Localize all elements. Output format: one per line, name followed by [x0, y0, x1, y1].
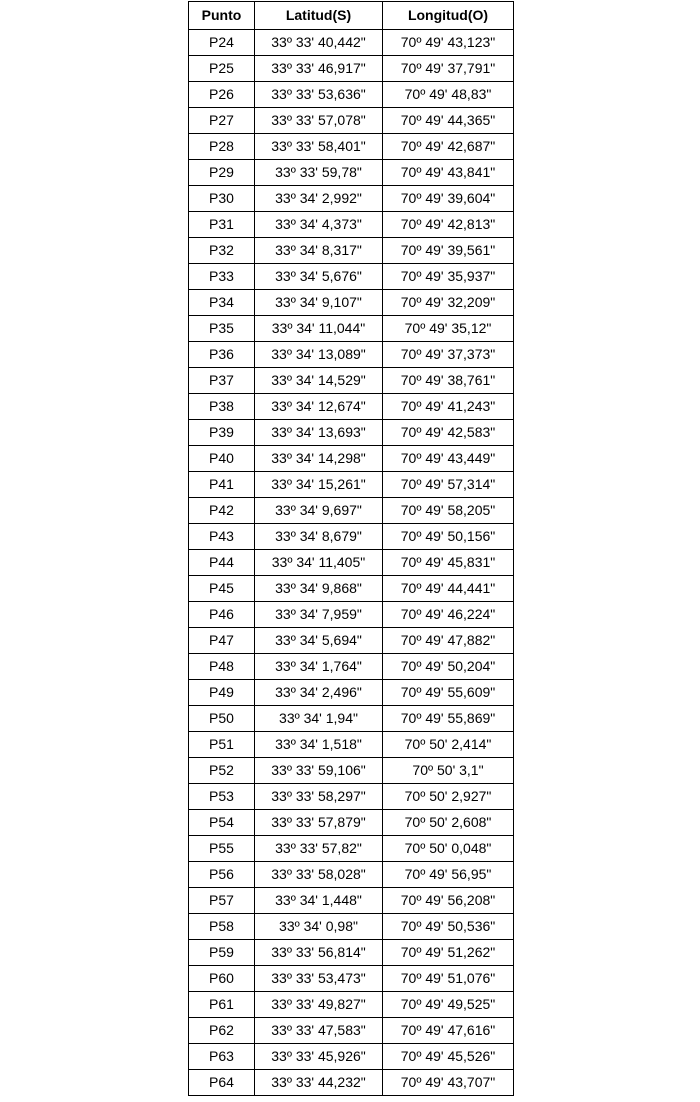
cell-longitud: 70º 49' 46,224" [383, 602, 514, 628]
cell-latitud: 33º 34' 11,405" [255, 550, 383, 576]
cell-punto: P47 [189, 628, 255, 654]
cell-latitud: 33º 33' 53,473" [255, 966, 383, 992]
cell-latitud: 33º 34' 1,518" [255, 732, 383, 758]
cell-longitud: 70º 49' 47,882" [383, 628, 514, 654]
cell-latitud: 33º 33' 57,078" [255, 108, 383, 134]
cell-longitud: 70º 49' 50,156" [383, 524, 514, 550]
table-body [189, 30, 514, 1096]
cell-longitud: 70º 49' 45,526" [383, 1044, 514, 1070]
cell-punto: P33 [189, 264, 255, 290]
cell-longitud: 70º 49' 56,95" [383, 862, 514, 888]
cell-latitud: 33º 34' 1,448" [255, 888, 383, 914]
cell-punto: P64 [189, 1070, 255, 1096]
table-row [189, 992, 514, 1018]
table-row [189, 862, 514, 888]
table-row [189, 680, 514, 706]
cell-punto: P35 [189, 316, 255, 342]
cell-punto: P62 [189, 1018, 255, 1044]
table-row [189, 1018, 514, 1044]
cell-punto: P28 [189, 134, 255, 160]
cell-latitud: 33º 34' 12,674" [255, 394, 383, 420]
table-row [189, 446, 514, 472]
cell-punto: P57 [189, 888, 255, 914]
cell-punto: P61 [189, 992, 255, 1018]
table-row [189, 758, 514, 784]
table-row [189, 342, 514, 368]
cell-longitud: 70º 49' 50,204" [383, 654, 514, 680]
cell-longitud: 70º 49' 48,83" [383, 82, 514, 108]
cell-longitud: 70º 49' 50,536" [383, 914, 514, 940]
table-row [189, 550, 514, 576]
table-row [189, 316, 514, 342]
cell-latitud: 33º 34' 4,373" [255, 212, 383, 238]
cell-latitud: 33º 34' 1,94" [255, 706, 383, 732]
table-row [189, 186, 514, 212]
cell-longitud: 70º 49' 42,687" [383, 134, 514, 160]
header-punto: Punto [189, 2, 255, 30]
cell-latitud: 33º 33' 40,442" [255, 30, 383, 56]
cell-latitud: 33º 34' 5,694" [255, 628, 383, 654]
cell-latitud: 33º 34' 13,089" [255, 342, 383, 368]
cell-punto: P39 [189, 420, 255, 446]
cell-longitud: 70º 49' 41,243" [383, 394, 514, 420]
cell-punto: P48 [189, 654, 255, 680]
cell-longitud: 70º 49' 44,365" [383, 108, 514, 134]
header-row [189, 2, 514, 30]
cell-punto: P51 [189, 732, 255, 758]
table-row [189, 810, 514, 836]
table-row [189, 394, 514, 420]
cell-longitud: 70º 49' 43,123" [383, 30, 514, 56]
cell-longitud: 70º 49' 49,525" [383, 992, 514, 1018]
cell-punto: P31 [189, 212, 255, 238]
table-row [189, 238, 514, 264]
table-row [189, 732, 514, 758]
table-row [189, 888, 514, 914]
cell-longitud: 70º 49' 57,314" [383, 472, 514, 498]
cell-punto: P37 [189, 368, 255, 394]
cell-latitud: 33º 34' 9,107" [255, 290, 383, 316]
cell-punto: P30 [189, 186, 255, 212]
table-row [189, 290, 514, 316]
cell-longitud: 70º 50' 2,608" [383, 810, 514, 836]
cell-latitud: 33º 33' 58,401" [255, 134, 383, 160]
table-row [189, 1070, 514, 1096]
cell-latitud: 33º 33' 56,814" [255, 940, 383, 966]
cell-latitud: 33º 34' 0,98" [255, 914, 383, 940]
header-latitud: Latitud(S) [255, 2, 383, 30]
table-row [189, 628, 514, 654]
cell-longitud: 70º 49' 45,831" [383, 550, 514, 576]
cell-punto: P54 [189, 810, 255, 836]
cell-latitud: 33º 33' 58,028" [255, 862, 383, 888]
cell-punto: P26 [189, 82, 255, 108]
cell-punto: P25 [189, 56, 255, 82]
cell-punto: P43 [189, 524, 255, 550]
cell-latitud: 33º 34' 8,679" [255, 524, 383, 550]
table-row [189, 654, 514, 680]
table-row [189, 1044, 514, 1070]
cell-longitud: 70º 49' 38,761" [383, 368, 514, 394]
table-row [189, 524, 514, 550]
table-row [189, 706, 514, 732]
cell-longitud: 70º 49' 37,373" [383, 342, 514, 368]
table-row [189, 472, 514, 498]
cell-punto: P56 [189, 862, 255, 888]
table-row [189, 914, 514, 940]
cell-latitud: 33º 34' 15,261" [255, 472, 383, 498]
cell-punto: P27 [189, 108, 255, 134]
cell-punto: P52 [189, 758, 255, 784]
table-row [189, 576, 514, 602]
cell-longitud: 70º 49' 32,209" [383, 290, 514, 316]
table-row [189, 264, 514, 290]
table-row [189, 836, 514, 862]
cell-longitud: 70º 50' 2,414" [383, 732, 514, 758]
cell-punto: P34 [189, 290, 255, 316]
cell-punto: P46 [189, 602, 255, 628]
cell-latitud: 33º 34' 7,959" [255, 602, 383, 628]
cell-punto: P41 [189, 472, 255, 498]
cell-latitud: 33º 34' 9,868" [255, 576, 383, 602]
cell-punto: P45 [189, 576, 255, 602]
cell-longitud: 70º 49' 43,449" [383, 446, 514, 472]
cell-longitud: 70º 49' 58,205" [383, 498, 514, 524]
cell-latitud: 33º 33' 59,78" [255, 160, 383, 186]
cell-punto: P32 [189, 238, 255, 264]
cell-latitud: 33º 33' 58,297" [255, 784, 383, 810]
table-row [189, 368, 514, 394]
table-row [189, 134, 514, 160]
cell-longitud: 70º 49' 47,616" [383, 1018, 514, 1044]
cell-latitud: 33º 33' 57,82" [255, 836, 383, 862]
cell-punto: P24 [189, 30, 255, 56]
cell-latitud: 33º 33' 59,106" [255, 758, 383, 784]
cell-longitud: 70º 49' 56,208" [383, 888, 514, 914]
cell-longitud: 70º 50' 0,048" [383, 836, 514, 862]
table-row [189, 940, 514, 966]
cell-longitud: 70º 49' 43,841" [383, 160, 514, 186]
cell-longitud: 70º 50' 3,1" [383, 758, 514, 784]
cell-latitud: 33º 34' 2,992" [255, 186, 383, 212]
table-row [189, 160, 514, 186]
cell-longitud: 70º 49' 43,707" [383, 1070, 514, 1096]
cell-latitud: 33º 34' 14,298" [255, 446, 383, 472]
cell-longitud: 70º 49' 51,076" [383, 966, 514, 992]
cell-latitud: 33º 33' 47,583" [255, 1018, 383, 1044]
cell-punto: P63 [189, 1044, 255, 1070]
table-row [189, 420, 514, 446]
cell-longitud: 70º 49' 42,583" [383, 420, 514, 446]
table-row [189, 30, 514, 56]
cell-punto: P55 [189, 836, 255, 862]
table-row [189, 498, 514, 524]
cell-latitud: 33º 33' 46,917" [255, 56, 383, 82]
header-longitud: Longitud(O) [383, 2, 514, 30]
cell-longitud: 70º 49' 39,561" [383, 238, 514, 264]
cell-latitud: 33º 33' 53,636" [255, 82, 383, 108]
cell-latitud: 33º 34' 13,693" [255, 420, 383, 446]
cell-punto: P59 [189, 940, 255, 966]
table-row [189, 784, 514, 810]
cell-latitud: 33º 34' 2,496" [255, 680, 383, 706]
cell-punto: P36 [189, 342, 255, 368]
cell-latitud: 33º 33' 57,879" [255, 810, 383, 836]
cell-punto: P29 [189, 160, 255, 186]
cell-longitud: 70º 49' 55,869" [383, 706, 514, 732]
cell-latitud: 33º 34' 5,676" [255, 264, 383, 290]
table-row [189, 966, 514, 992]
cell-punto: P44 [189, 550, 255, 576]
cell-longitud: 70º 49' 51,262" [383, 940, 514, 966]
cell-longitud: 70º 49' 39,604" [383, 186, 514, 212]
cell-latitud: 33º 34' 1,764" [255, 654, 383, 680]
cell-longitud: 70º 49' 42,813" [383, 212, 514, 238]
cell-longitud: 70º 49' 44,441" [383, 576, 514, 602]
cell-longitud: 70º 49' 35,937" [383, 264, 514, 290]
cell-punto: P38 [189, 394, 255, 420]
table-row [189, 212, 514, 238]
cell-latitud: 33º 34' 14,529" [255, 368, 383, 394]
table-row [189, 82, 514, 108]
cell-longitud: 70º 49' 37,791" [383, 56, 514, 82]
coordinates-table [188, 1, 514, 1096]
cell-latitud: 33º 33' 44,232" [255, 1070, 383, 1096]
cell-latitud: 33º 34' 8,317" [255, 238, 383, 264]
cell-latitud: 33º 33' 45,926" [255, 1044, 383, 1070]
table-row [189, 56, 514, 82]
table-row [189, 108, 514, 134]
cell-latitud: 33º 34' 11,044" [255, 316, 383, 342]
cell-punto: P53 [189, 784, 255, 810]
cell-punto: P50 [189, 706, 255, 732]
cell-punto: P40 [189, 446, 255, 472]
cell-punto: P60 [189, 966, 255, 992]
cell-punto: P49 [189, 680, 255, 706]
cell-longitud: 70º 49' 55,609" [383, 680, 514, 706]
cell-longitud: 70º 49' 35,12" [383, 316, 514, 342]
cell-longitud: 70º 50' 2,927" [383, 784, 514, 810]
table-row [189, 602, 514, 628]
cell-latitud: 33º 33' 49,827" [255, 992, 383, 1018]
cell-punto: P42 [189, 498, 255, 524]
cell-punto: P58 [189, 914, 255, 940]
cell-latitud: 33º 34' 9,697" [255, 498, 383, 524]
